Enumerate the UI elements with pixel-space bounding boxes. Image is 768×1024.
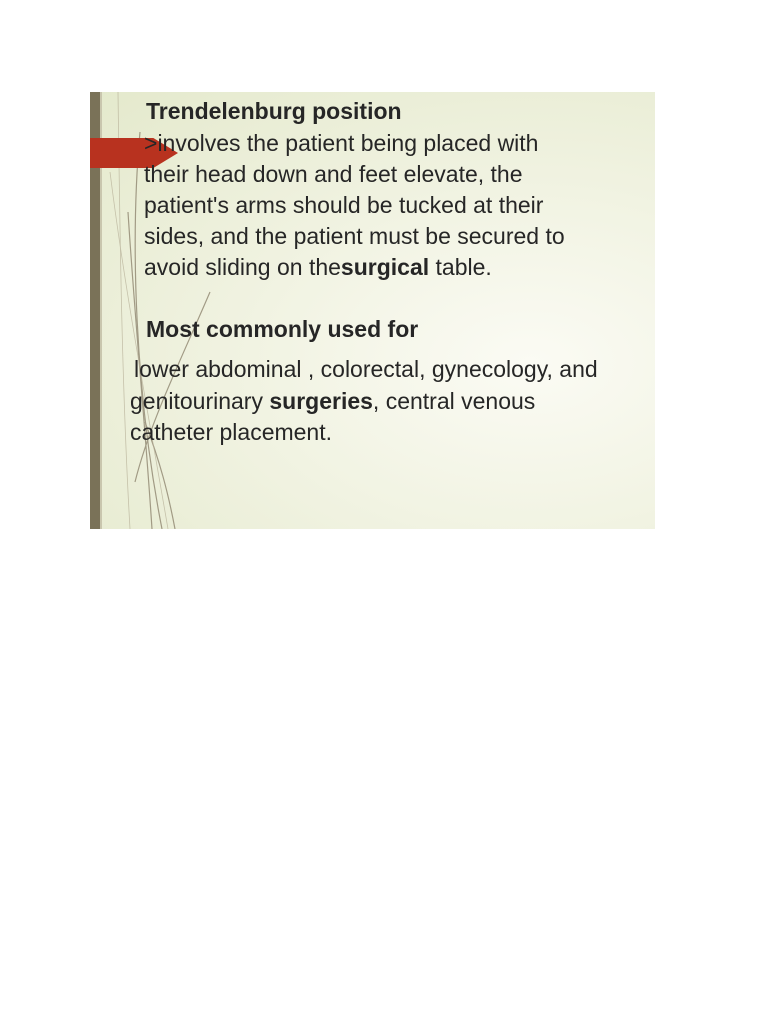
description-line: their head down and feet elevate, the — [144, 161, 523, 187]
uses-text — [130, 354, 655, 449]
uses-line: , central venous — [372, 387, 536, 414]
description-line: sides, and the patient must be secured to — [144, 223, 565, 249]
description-line: involves the patient being placed with — [157, 130, 539, 156]
description-text — [144, 128, 644, 283]
description-line: table. — [429, 254, 492, 280]
uses-line: catheter placement. — [130, 419, 333, 445]
uses-line: genitourinary — [130, 387, 270, 414]
bold-term: surgeries — [269, 387, 373, 414]
bullet-marker: > — [144, 130, 158, 156]
description-line: patient's arms should be tucked at their — [144, 192, 544, 218]
slide-title: Trendelenburg position — [146, 98, 402, 124]
description-line: avoid sliding on the — [144, 254, 341, 280]
section-subheading: Most commonly used for — [146, 316, 419, 342]
uses-line: lower abdominal , colorectal, gynecology, and — [134, 356, 598, 382]
bold-term: surgical — [340, 254, 430, 280]
presentation-slide — [90, 92, 655, 529]
